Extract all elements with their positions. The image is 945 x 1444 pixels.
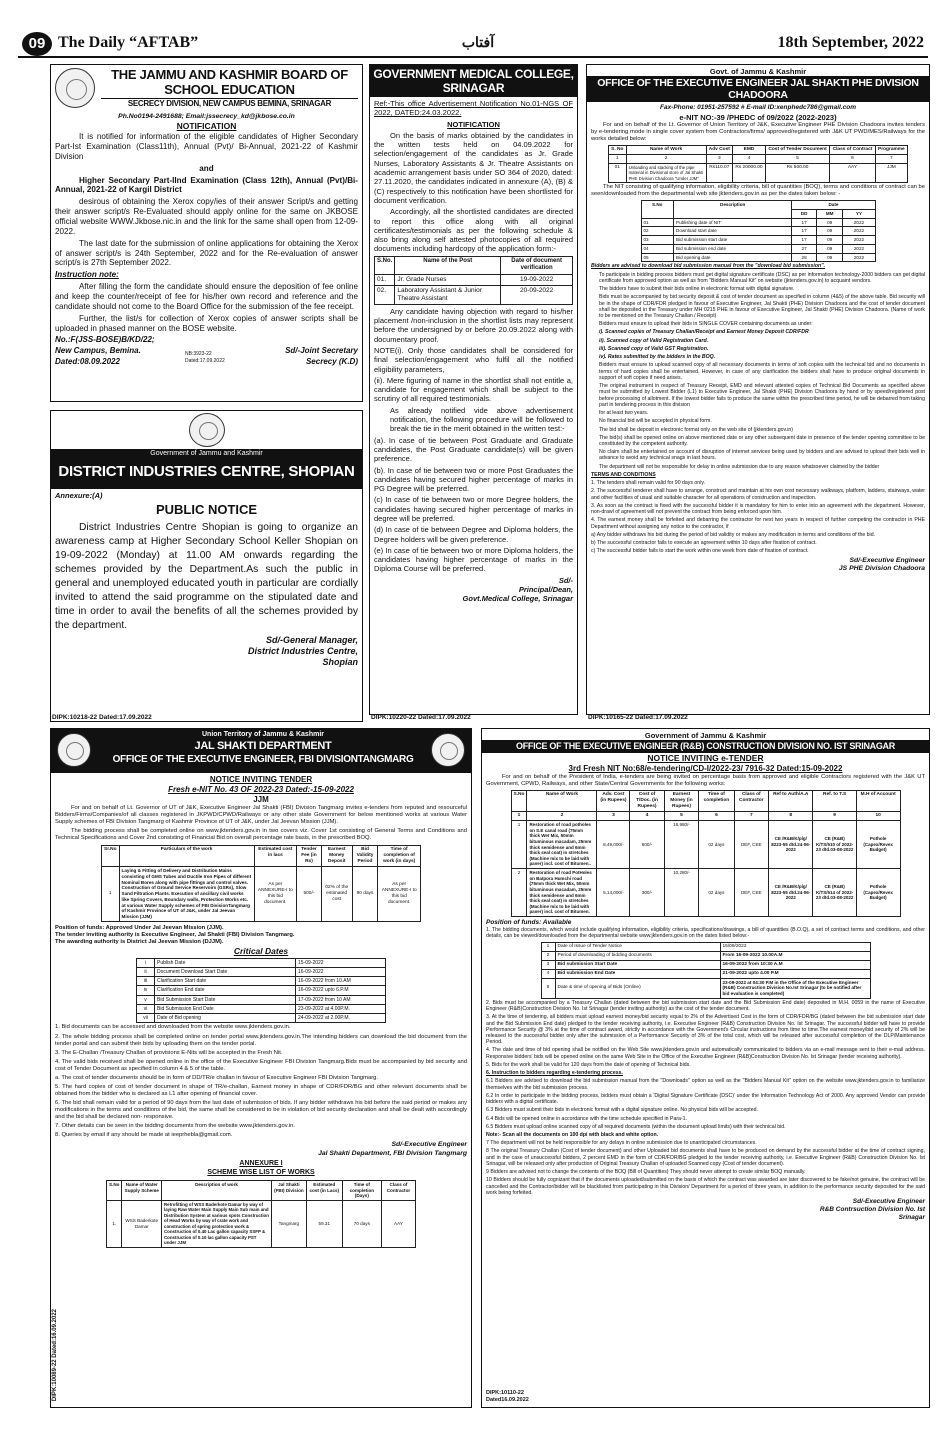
gmc-ref: Ref:-This office Advertisement Notification No.01-NGS OF 2022, DATED:24.03.2022.: [374, 99, 573, 118]
masthead: [18, 30, 928, 58]
list-item: 8. Queries by email if any should be made at ieeprhebla@gmail.com.: [55, 1132, 233, 1139]
table-row: i Publish Date 15-09-2022: [137, 958, 386, 967]
gmc-col-post: Name of the Post: [395, 256, 501, 274]
list-item: Bidders must ensure to upload their bids in SINGLE COVER containing documents as under:: [599, 321, 813, 328]
page-number: 09: [22, 32, 52, 56]
gmc-heading: NOTIFICATION: [447, 119, 500, 129]
jsphe-dates-table: S.No Description Date DD MM YY 01 Publishing date of NIT 17 09 2022 02 Download start date 17 09 2022 03 Bid submission start date 17 09 2022 04 Bid submission end date 27 09 2022 05 Bid opening date 28 09 2022: [641, 200, 876, 262]
gmc-sig-3: Govt.Medical College, Srinagar: [462, 594, 573, 604]
jkbose-ref-no: No.:F(JSS-BOSE)B/KD/22;: [55, 335, 155, 345]
dic-public-notice: [50, 410, 363, 722]
list-item: The bidders have to submit their bids online in electronic format with digital signature.: [599, 286, 795, 293]
jsphe-dipk: DIPK:10165-22 Dated:17.09.2022: [588, 714, 688, 721]
list-item: 6.2 In order to participate in the bidding process, bidders must obtain a 'Digital Signature Certificate (DSC)' under the Information Technology Act of 2000. Any approved Vendor can provide bidders with a digital certificate.: [486, 1092, 925, 1106]
fbi-critical-head: Critical Dates: [233, 946, 289, 957]
list-item: 6.4 Bids will be opened online in accordance with the time schedule specified in Para-1.: [486, 1115, 687, 1122]
jsphe-intro: For and on behalf of the Lt. Governor of Union Territory of J&K, Executive Engineer PHE Division Chadoora invites tenders by e-tendering mode in single cover system from Contractors/firms/ approved/registered with J&K UT PWD/MES/Railways for the works detailed below:: [591, 121, 925, 142]
jsphe-govt: Govt. of Jammu & Kashmir: [709, 67, 807, 76]
gmc-col-sno: S.No.: [375, 256, 395, 274]
jkbose-title: THE JAMMU AND KASHMIR BOARD OF SCHOOL EDUCATION: [111, 67, 348, 97]
list-item: 2. Bids must be accompanied by a Treasury Challan (dated between the bid submission start date and the Bid Submission End date) deposited in M.H. 0059 in the name of Executive Engineer (R&B)Construction Division No. Ist Srinagar (tender inviting authority) as the cost of the tender document.: [486, 999, 925, 1013]
list-item: for at least two years.: [599, 410, 649, 417]
table-row: 1. WSS Baderkote Damar Retrofitting of WSS Baderkote Damar by way of laying Raw Water Main Supply Main Sub main and Distribution System at various spots Construction of Head Works by way of crate work and construction of spring protection work & Construction of 0.40 Lac gallon capacity SSFP & Construction of 0.10 lac gallon capacity PST under JJM Tangmarg 59.31 70 days AAY: [107, 1200, 416, 1247]
table-row: v Bid Submission Start Date 17-09-2022 from 10 AM: [137, 995, 386, 1004]
list-item: 9 Bidders are advised not to change the contents of the BOQ (Bill of Quantities) They should never attempt to create similar BOQ manually.: [486, 1169, 806, 1176]
table-row: 03 Bid submission start date 17 09 2022: [641, 236, 875, 245]
fbi-sig-2: Jal Shakti Department, FBI Division Tangmarg: [318, 1149, 467, 1157]
gmc-note-ii-b: As already notified vide above advertisement notification, the following procedure will be followed to break the tie in the merit obtained in the written test:-: [390, 405, 573, 434]
fbi-heading: NOTICE INVITING TENDER: [209, 775, 313, 784]
table-row: 02. Laboratory Assistant & Junior Theatre Assistant 20-09-2022: [375, 285, 573, 304]
rb-nit: 3rd Fresh NIT No:68/e-tendering/CD-I/2022-23/ 7916-32 Dated:15-09-2022: [568, 764, 843, 773]
list-item: c) The successful bidder fails to start the work within one week from date of fixation of contract.: [591, 548, 809, 555]
jkbose-para-3: desirous of obtaining the Xerox copy/ies of their answer Script/s and getting their answer script/s Re-Evaluated should apply online for the same on JKBOSE official website WWW.Jkbose.nic.in and the link for the same shall open from 12-09-2022.: [55, 197, 358, 236]
list-item: 4. The valid bids received shall be opened online in the office of the Executive Engineer FBI Division Tangmarg.Bids must be accompanied by bid security and cost of Tender Document as specified in column 4 & 5 of the table.: [55, 1058, 467, 1072]
dic-sig-2: District Industries Centre,: [247, 645, 358, 656]
list-item: 7. Other details can be seen in the bidding documents from the website www.jktenders.gov.in.: [55, 1123, 295, 1130]
rb-work-table: S.No Name of Work Adv. Cost (in Rupees) Cost of T/Doc. (in Rupees) Earnest Money (in Rupees) Time of completion Class of Contractor Ref to Auth/A.A Ref. to T.S M.H of Account 1 2 3 4 5 6 7 8 9 10 1 Restoration of road potholes on S.E canal road (75mm thick Wet Mix, 50mm bituminous macadam, 25mm thick semidense and 6mm thick seal coat) in stretches (Machine mix to be laid with paver) incl. cost of Bitumen.. 8,49,000/- 600/- 16,980/- 02 days DEF, CEE CE /R&B/K/plg/ 8223-55 dtd.24-06-2022 CE (R&B) K/TS/510 of 2022-23 dtd.03-08-2022 Pothole (Capex/Revex Budget) 2 Restoration of road PotHoles on Batpora Humchi road (75mm thick Wet Mix, 50mm bituminous macadam, 25mm thick semidense and 6mm thick seal coat) in stretches (Machine mix to be laid with paver) incl. cost of Bitumen. 5,14,000/- 300/- 10,280/- 02 days DEF, CEE CE /R&B/K/plg/ 8223-55 dtd.24-06-2022 CE (R&B) K/TS/514 of 2022-23 dtd.03-08-2022 Pothole (Capex/Revex Budget): [511, 790, 901, 917]
fbi-jjm: JJM: [253, 795, 269, 804]
fbi-awarding: The awarding authority is District Jal Jeevan Mission (DJJM).: [55, 939, 224, 945]
table-row: 01 Unloading and stacking of the pipe material in Divisional store of Jal Shakti PHE Division Chadoora "Under JJM" Rs110.07 Rs 20000.00 Rs 500.00 AAY JJM: [609, 164, 908, 183]
jkbose-para-4: The last date for the submission of online applications for obtaining the Xerox of answer script/s is 24th September, 2022 and for the Re-evaluation of answer script/s is 27th September 2022.: [55, 238, 358, 268]
dic-annexure: Annexure:(A): [55, 491, 103, 500]
fbi-work-table: Sr.No Particulars of the work Estimated cost in lacs Tender Fee (in Rs) Earnest Money Deposit Bid Validity Period Time of completion of work (in days) 1 Laying & Fitting of Delivery and Distribution Mains consisting of GMS Tubes and Ductile Iron Pipes of different Nominal Bores along with pipe fittings and control valves. Construction of Ground Service Reservoirs (GSRs), Slow Sand Filtration Plants. Execution of ancillary civil works like Spring Covers, Boundary walls, Protection Works etc. at various Water Supply schemes of FBI DivisionTangmarg of Kashmir Province of UT of J&K, under Jal Jeevan Mission (JJM) As per ANNEXURE-I to this bid document. 500/- 02% of the estimated cost 90 days As per ANNEXURE-I to this bid document.: [101, 845, 421, 922]
table-row: 2 Restoration of road PotHoles on Batpora Humchi road (75mm thick Wet Mix, 50mm bituminous macadam, 25mm thick semidense and 6mm thick seal coat) in stretches (Machine mix to be laid with paver) incl. cost of Bitumen. 5,14,000/- 300/- 10,280/- 02 days DEF, CEE CE /R&B/K/plg/ 8223-55 dtd.24-06-2022 CE (R&B) K/TS/514 of 2022-23 dtd.03-08-2022 Pothole (Capex/Revex Budget): [511, 869, 900, 917]
table-row: 5 Date & time of opening of Bids (Online) 23-09-2022 at 04:30 P.M in the Office of the Executive Engineer (R&B) Construction Division No.Ist Srinagar (to be notified after bid evaluation is completed): [541, 978, 870, 998]
rb-intro: For and on behalf of the President of India, e-tenders are being invited on percentage basis from approved and eligible Contractors registered with the J&K UT Government, CPWD, Railways, and other State/Central Governments for the following works:: [486, 774, 925, 788]
jsphe-terms-head: TERMS AND CONDITIONS: [591, 471, 656, 478]
list-item: 1. Bid documents can be accessed and downloaded from the website www.jktenders.gov.in.: [55, 1024, 291, 1031]
dic-title: DISTRICT INDUSTRIES CENTRE, SHOPIAN: [58, 462, 355, 480]
list-item: 3. At the time of tendering, all bidders must upload earnest money/bid security equal to 2% of the Advertised Cost in the form of CDR/FDR/BG (dated between the bid submission start date and the Bid Submission End date) pledged to the tender receiving authority, i.e. Executive Engineer (R&B) Construction Division No. Ist Srinagar. The successful bidder will have to provide Performance Security @ 3% at the time of contract award, strictly in accordance with the Government's Circular instructions from time to time.The earnest money/bid security of 2% will be released to the successful bidder only after the submission of a Performance Security of 3% of the total cost, which will be released after successful completion of the DLP/Maintenance Period.: [486, 1014, 925, 1046]
table-row: iii Clarification Start date 16-09-2022 from 10.AM: [137, 977, 386, 986]
table-row: vii Date of Bid opening 24-09-2022 at 2.00P.M.: [137, 1014, 386, 1023]
list-item: The bid shall be deposit in electronic format only on the web site of (jktenders.gov.in): [599, 426, 793, 433]
rb-para-1: 1. The bidding documents, which would include qualifying information, eligibility criteria, specifications/drawings, a bill of quantities (B.O.Q), a set of contract terms and conditions, and other details, can be viewed/downloaded from the departmental website www.jktenders.gov.in on the dates listed below:-: [486, 927, 925, 940]
list-item: ii). Scanned copy of Valid Registration Card.: [599, 337, 709, 344]
dic-body: District Industries Centre Shopian is going to organize an awareness camp at Higher Secondary School Keller Shopian on 19-09-2022 (Monday) at 11.00 AM onwards regarding the schemes provided by the Department.As such the public in general and unemployed educated youth in particular are cordially invited to attend the said programme on the stipulated date and time in order to avail the benefits of all the schemes provided by the department.: [55, 521, 358, 631]
fbi-ut: Union Territory of Jammu & Kashmir: [201, 731, 324, 738]
jsphe-sig-1: Sd/-Executive Engineer: [849, 556, 925, 564]
jkbose-para-5: After filling the form the candidate should ensure the deposition of fee online and keep the counter/receipt of fee for his/her own record and reference and the candidate should not come to the Board Office for the submission of the fee receipt.: [55, 282, 358, 311]
list-item: The bid(s) shall be opened online on above mentioned date or any other subsequent date in presence of the tender opening committee to be constituted by the competent authority.: [599, 434, 925, 447]
rb-dipk: DIPK:10110-22: [486, 1390, 524, 1397]
dic-govt: Government of Jammu and Kashmir: [150, 450, 263, 457]
fbi-critical-dates-table: [136, 958, 386, 1024]
table-row: 04 Bid submission end date 27 09 2022: [641, 244, 875, 253]
list-item: 10 Bidders should be fully cognizant that if the documents uploaded/submitted on the basis of which the contract was awarded are later discovered to be fake/not genuine, the contract will be cancelled and the Contractor/bidder will be blacklisted from participating in this Division/ Department for a period of three years, in addition to the performance security deposited for the said work being forfeited.: [486, 1177, 925, 1196]
fbi-intro-2: The bidding process shall be completed online on www.jktenders.gov.in in two covers viz. Cover 1st consisting of General Terms and Conditions and Technical Specifications and Cover 2nd consisting of Financial Bid on overall percentage rate basis, in the prescribed BOQ.: [55, 828, 467, 842]
table-row: ii Document Download Start Date 16-09-2022: [137, 967, 386, 976]
jkbose-signatory-office: Secrecy (K.D): [305, 357, 358, 367]
rb-sig-3: Srinagar: [898, 1214, 925, 1222]
rb-heading: NOTICE INVITING e-TENDER: [647, 753, 764, 764]
list-item: a) Any bidder withdraws his bid during the period of bid validity or makes any modification in terms and conditions of the bid.: [591, 531, 876, 538]
paper-logo: آفتاب: [461, 35, 495, 51]
issue-date: 18th September, 2022: [777, 34, 924, 51]
list-item: Bids must be accompanied by bid security deposit & cost of tender document as specified in column (4&5) of the above table. Bid security will be in the shape of CDR/FDR pledged in favour of Executive Engineer, Jal Shakti (PHE) Division Chadoora and the cost of tender document shall be deposited in the Treasury under MH 0215 PHE in favour of Executive Engineer, Jal Shakti (PHE) Division Chadoora. (Name of work to be mentioned on the Treasury Challan / Receipt): [599, 294, 925, 320]
fbi-annex-title: SCHEME WISE LIST OF WORKS: [207, 1169, 315, 1177]
gmc-note-ii: (ii). Mere figuring of name in the shortlist shall not entitle a, candidate for engagement which shall be subject to the scrutiny of all required testimonials.: [374, 375, 573, 404]
fbi-sig-1: Sd/-Executive Engineer: [391, 1141, 467, 1149]
list-item: i). Scanned copies of Treasury Challan/Receipt and Earnest Money Deposit CDR/FDR: [599, 329, 809, 336]
dic-sig-1: Sd/-General Manager,: [265, 634, 358, 645]
gmc-para-2: Accordingly, all the shortlisted candidates are directed to report this office along with all original certificates/testimonials as per the following schedule & also bring along self attested photocopies of all required documents including hardcopy of the application form:-: [374, 207, 573, 254]
fbi-annex-table: S.No Name of Water Supply Scheme Description of work Jal Shakti (FBI) Division Estimated cost (in Lacs) Time of completion (Days) Class of Contractor 1. WSS Baderkote Damar Retrofitting of WSS Baderkote Damar by way of laying Raw Water Main Supply Main Sub main and Distribution System at various spots Construction of Head Works by way of crate work and construction of spring protection work & Construction of 0.40 Lac gallon capacity SSFP & Construction of 0.10 lac gallon capacity PST under JJM Tangmarg 59.31 70 days AAY: [106, 1180, 416, 1248]
fbi-dipk: DIPK:10089-22 Dated:16.09.2022: [52, 1308, 58, 1401]
fbi-annex-head: ANNEXURE I: [239, 1160, 283, 1168]
rb-sig-2: R&B Contrsuction Division No. Ist: [819, 1206, 925, 1214]
jkbose-para-2: Higher Secondary Part-IInd Examination (Class 12th), Annual (Pvt)/Bi-Annual, 2021-22 of Kargil District: [55, 175, 358, 195]
list-item: 3. As soon as the contract is fixed with the successful bidder it is mandatory for him to enter into an agreement with the department. However, non-drawl of agreement will not prevent the contract from being enforced upon him.: [591, 502, 925, 516]
list-item: Note:- Scan all the documents on 100 dpi with black and white option.: [486, 1132, 659, 1139]
rb-dates-table: [541, 942, 871, 999]
table-row: 1 Date of Issue of Tender Notice 15/09/2022: [541, 942, 870, 951]
fbi-tender: [50, 728, 472, 1408]
gmc-sig-1: Sd/-: [558, 575, 573, 585]
dic-heading: PUBLIC NOTICE: [155, 502, 258, 518]
list-item: 5. The hard copies of cost of tender document in shape of TR/e-challan, Earnest money in shape of CDR/FDR/BG and other relevant documents shall be obtained from the bidder who is declared as L1 after opening of financial cover.: [55, 1083, 467, 1097]
jsphe-nit-note: The NIT consisting of qualifying information, eligibility criteria, bill of quantities (BOQ), terms and conditions of contract can be seen/downloaded from the departmental web site jktenders.gov.in as per the dates taken below: -: [591, 184, 925, 198]
table-row: 02 Download start date 17 09 2022: [641, 227, 875, 236]
jkbose-notification: [50, 64, 363, 402]
jk-emblem-icon: [189, 413, 225, 447]
jkbose-heading: NOTIFICATION: [176, 121, 237, 132]
list-item: No financial bid will be accepted in physical form.: [599, 418, 712, 425]
jkbose-contact: Ph.No0194-2491688; Email:jssecrecy_kd@jkbose.co.in: [118, 113, 295, 120]
table-row: 1 Laying & Fitting of Delivery and Distribution Mains consisting of GMS Tubes and Ductile Iron Pipes of different Nominal Bores along with pipe fittings and control valves. Construction of Ground Service Reservoirs (GSRs), Slow Sand Filtration Plants. Execution of ancillary civil works like Spring Covers, Boundary walls, Protection Works etc. at various Water Supply schemes of FBI DivisionTangmarg of Kashmir Province of UT of J&K, under Jal Jeevan Mission (JJM) As per ANNEXURE-I to this bid document. 500/- 02% of the estimated cost 90 days As per ANNEXURE-I to this bid document.: [102, 867, 421, 922]
list-item: 6.1 Bidders are advised to download the bid submission manual from the "Downloads" option as well as the "Bidders Manual Kit" option on the website www.jktenders.gov.in to familiarize themselves with the bid submission process.: [486, 1078, 925, 1091]
gmc-notification: [369, 64, 578, 715]
rb-tender: [481, 728, 930, 1408]
jkbose-and: and: [199, 163, 214, 173]
rb-govt: Government of Jammu & Kashmir: [644, 731, 767, 740]
fbi-authority: The tender inviting authority is Executive Engineer, Jal Shakti (FBI) Division Tangmarg.: [55, 931, 295, 938]
gmc-col-date: Date of document verification: [501, 256, 573, 274]
table-row: 05 Bid opening date 28 09 2022: [641, 253, 875, 262]
fbi-office: OFFICE OF THE EXECUTIVE ENGINEER, FBI DIVISIONTANGMARG: [112, 753, 414, 765]
dic-sig-3: Shopian: [322, 657, 358, 668]
list-item: iv). Rates submitted by the bidders in the BOQ.: [599, 354, 716, 361]
fbi-intro: For and on behalf of Lt. Governor of UT of J&K, Executive Engineer Jal Shakti (FBI) Division Tangmarg invites e-tenders from reputed and resourceful Bidders/Firms/Companies/of all classes registered in JKPWD/CPWD/Railways or any other state Government for below mentioned works at various Water Supply schemes of FBI Division Tangmarg of Kashmir Province of UT of J&K, under Jal Jeevan Mission (JJM).: [55, 805, 467, 826]
jkbose-nb: NB:3923-22: [185, 351, 212, 358]
fbi-funds: Position of funds: Approved Under Jal Jeevan Mission (JJM).: [55, 924, 224, 931]
list-item: a. The cost of tender documents should be in form of DD/TR/e challan in favour of Executive Engineer FBI Division Tangmarg.: [55, 1074, 378, 1081]
list-item: 2. The successful tenderer shall have to arrange, construct and maintain at his own cost necessary walkways, platform, ladders, stairways, water and other facilities of usual and suitable character for all operations of construction and inspection.: [591, 488, 925, 501]
list-item: 1. The tenders shall remain valid for 90 days only.: [591, 480, 705, 487]
list-item: b) The successful contractor fails to execute an agreement within 10 days after fixation of contract.: [591, 540, 817, 547]
list-item: 3. The E-Challan /Treasury Challan of provisions E-Nits will be accepted in the Fresh Nit.: [55, 1049, 283, 1056]
dic-dipk: DIPK:10218-22 Dated:17.09.2022: [52, 714, 152, 721]
rb-funds: Position of funds: Available: [486, 919, 572, 927]
jsphe-work-table: S. No Name of Work Adv Cost EMD Cost of Tender Document Class of Contract Programme 1 2 3 4 5 6 7 01 Unloading and stacking of the pipe material in Divisional store of Jal Shakti PHE Division Chadoora "Under JJM" Rs110.07 Rs 20000.00 Rs 500.00 AAY JJM: [608, 145, 908, 183]
jsphe-tender: [586, 64, 930, 715]
list-item: 7 The department will not be held responsible for any delays in online submission due to unanticipated circumstances.: [486, 1140, 757, 1147]
table-row: 4 Bid submission End Date 21-09-2022 upto 4.00 P.M: [541, 969, 870, 978]
fbi-nit: Fresh e-NIT No. 43 OF 2022-23 Dated:-15-09-2022: [168, 785, 354, 794]
list-item: No claim shall be entertained on account of disruption of internet services being used by bidders and are advised to upload their bids well in advance to avoid any technical snags in last hours.: [599, 449, 925, 462]
table-row: 01. Jr. Grade Nurses 19-09-2022: [375, 274, 573, 285]
table-row: 01 Publishing date of NIT 17 09 2022: [641, 218, 875, 227]
table-row: 1 Restoration of road potholes on S.E canal road (75mm thick Wet Mix, 50mm bituminous macadam, 25mm thick semidense and 6mm thick seal coat) in stretches (Machine mix to be laid with paver) incl. cost of Bitumen.. 8,49,000/- 600/- 16,980/- 02 days DEF, CEE CE /R&B/K/plg/ 8223-55 dtd.24-06-2022 CE (R&B) K/TS/510 of 2022-23 dtd.03-08-2022 Pothole (Capex/Revex Budget): [511, 821, 900, 869]
list-item: The department will not be responsible for delay in online submission due to any reason whatsoever claimed by the bidder: [599, 463, 880, 470]
gmc-tie-a: (a). In case of tie between Post Graduate and Graduate candidates, the Post Graduate candidate(s) will be given preference.: [374, 435, 573, 464]
table-row: 3 Bid submission Start Date 16-09-2022 from 10:30 A.M: [541, 960, 870, 969]
jkbose-date: Dated:08.09.2022: [55, 357, 120, 367]
jkbose-nb-date: Dated:17.09.2022: [185, 358, 225, 365]
rb-sig-1: Sd/-Executive Engineer: [852, 1198, 925, 1206]
gmc-dipk: DIPK:10220-22 Dated:17.09.2022: [371, 714, 471, 721]
rb-title: OFFICE OF THE EXECUTIVE ENGINEER (R&B) CONSTRUCTION DIVISION NO. IST SRINAGAR: [482, 740, 929, 753]
gmc-para-3: Any candidate having objection with regard to his/her placement /non-inclusion in the shortlist lists may represent before the undersigned by or before 20.09.2022 along with documentary proof.: [374, 306, 573, 344]
gmc-para-1: On the basis of marks obtained by the candidates in the written tests held on 04.09.2022 for selection/engagement of the candidates as Jr. Grade Nurses, Laboratory Assistants & Jr. Theatre Assistants on academic arrangement basis under SO 364 of 2020, dated: 27.11.2020, the candidates indicated in annexure (A), (B) & (C) respectively to this notification have been shortlisted for document verification.: [374, 130, 573, 205]
gmc-tie-c: (c) In case of tie between two or more Degree holders, the candidates having secured higher percentage of marks in degree will be preferred.: [374, 495, 573, 523]
jkbose-division: SECRECY DIVISION, NEW CAMPUS BEMINA, SRINAGAR: [101, 98, 358, 109]
jsphe-nit: e-NIT NO:-39 /PHEDC of 09/2022 (2022-2023): [679, 112, 837, 122]
table-row: iv Clarification End date 16-09-2022 upto 6.P.M: [137, 986, 386, 995]
gmc-tie-d: (d) In case of tie between Degree and Diploma holders, the Degree holders will be given preference.: [374, 525, 573, 544]
gmc-tie-e: (e) In case of tie between two or more Diploma holders, the candidates having higher percentage of marks in the Diploma Course will be preferred.: [374, 545, 573, 574]
list-item: 2. The whole bidding process shall be completed online on tender portal www.jktenders.gov.in.The intending bidders can download the bid document from the tender portal and can submit their bids by uploading them on the tender portal.: [55, 1033, 467, 1047]
table-row: vi Bid Submission End Date 23-09-2022 at 4.00P.M.: [137, 1004, 386, 1013]
gmc-note-i: NOTE(i). Only those candidates shall be considered for final selection/engagement who fulfil all the notified eligibility parameters,: [374, 345, 573, 374]
jkbose-signatory: Sd/-Joint Secretary: [285, 346, 358, 356]
table-row: 2 Period of downloading of bidding documents From 16-09-2022 10.00A.M: [541, 951, 870, 960]
jkbose-para-6: Further, the list/s for collection of Xerox copies of answer scripts shall be uploaded in phased manner on the BOSE website.: [55, 313, 358, 333]
list-item: 6. Instruction to bidders regarding e-tendering process.: [486, 1070, 623, 1077]
list-item: To participate in bidding process bidders must get digital signature certificate (DSC) as per information technology-2000 bidders can get digital certificate from approved option as well as from "Bidders Manual Kit" on website (jktenders.gov.in) to acquaint vendors.: [599, 271, 925, 284]
jk-emblem-icon: [57, 733, 91, 767]
fbi-dept: JAL SHAKTI DEPARTMENT: [194, 739, 332, 752]
jkbose-instruction-head: Instruction note:: [55, 270, 119, 280]
list-item: Bidders must ensure to upload scanned copy of all necessary documents in terms of soft copies with the technical bid and no documents in terms of hard copies shall be entertained. However, in case of any clarification the bidders shall have to produce original documents in support of soft copies if need arises.: [599, 362, 925, 381]
jkbose-place: New Campus, Bemina.: [55, 346, 141, 356]
list-item: The original instrument in respect of Treasury Receipt, EMD and relevant attested copies of Technical Bid Documents as specified above must be submitted by Lowest Bidder (L1) to Executive Engineer, Jal Shakti (PHE) Division Chadoora by hand or by speed/registered post before processing of allotment. If the lowest bidder fails to produce the same within the prescribed time period, he will be debarred from taking part in tendering process in this division: [599, 383, 925, 408]
gmc-sig-2: Principal/Dean,: [518, 585, 573, 595]
jjm-logo-icon: [431, 733, 465, 767]
list-item: 6.3 Bidders must submit their bids in electronic format with a digital signature online. No physical bids will be accepted.: [486, 1107, 758, 1114]
list-item: 8 The original Treasury Challan (Cost of tender document) and other Uploaded bid documents shall have to be produced on demand by the successful bidder at the time of contract signing, and in the case of unsuccessful bidders, 2 percent EMD in the form of CDR/FDR/BG pledged to the tender receiving authority, i.e. Executive Engineer (R&B) Construction Division No. Ist Srinagar, will be released only after production of Original Treasury Challan of uploaded Scanned copy (Cost of tender document).: [486, 1148, 925, 1167]
jkbose-para-1: It is notified for information of the eligible candidates of Higher Secondary Part-Ist Examination (Class11th), Annual (Pvt)/ Bi-Annual, 2021-22 of Kashmir Division: [55, 132, 358, 161]
list-item: 4. The earnest money shall be forfeited and debarring the contractor for next two years in respect of further competing the contractor in PHE Department without assigning any notice to the contractor, if: [591, 517, 925, 530]
jsphe-bidders-head: Bidders are advised to download bid submission manual from the "download bid submission".: [591, 263, 826, 270]
jsphe-title: OFFICE OF THE EXECUTIVE ENGINEER JAL SHAKTI PHE DIVISION CHADOORA: [587, 76, 929, 102]
paper-name: The Daily “AFTAB”: [58, 34, 199, 51]
gmc-schedule-table: [374, 256, 573, 305]
list-item: 6.5 Bidders must upload online scanned copy of all required documents (within the document upload limits) with their technical bid.: [486, 1123, 786, 1130]
gmc-tie-b: (b). In case of tie between two or more Post Graduates the candidates having secured higher percentage of marks in PG Degree will be preferred.: [374, 465, 573, 494]
jkbose-emblem-icon: [55, 68, 95, 108]
list-item: iii). Scanned copy of Valid GST Registration.: [599, 345, 709, 352]
rb-dipk-date: Dated16.09.2022: [486, 1397, 529, 1404]
jsphe-sig-2: JS PHE Division Chadoora: [838, 565, 925, 572]
list-item: 6. The bid shall remain valid for a period of 90 days from the last date of submission of bids. If any bidder withdraws his bid before the said period or makes any modifications in the terms and conditions of the bid, the same shall be considered to be in violation of bid security declaration and shall be dealt with accordingly and the bid shall be declared non- responsive.: [55, 1100, 467, 1121]
list-item: 5. Bids for the work shall be valid for 120 days from the date of opening of Technical bids.: [486, 1061, 691, 1068]
list-item: 4. The date and time of bid opening shall be notified on the Web Site www.jktenders.gov.in and automatically communicated to bidders via an e-mail message sent to their e-mail address. Responsive bidders' bids will be opened online on the same Web Site in the Office of the Executive Engineer (R&B)Construction Division No. Ist Srinagar (tender receiving authority).: [486, 1047, 925, 1060]
gmc-title: GOVERNMENT MEDICAL COLLEGE, SRINAGAR: [370, 65, 577, 97]
jsphe-contact: Fax-Phone: 01951-257592 # E-mail ID:xenphedc786@gmail.com: [659, 104, 856, 112]
